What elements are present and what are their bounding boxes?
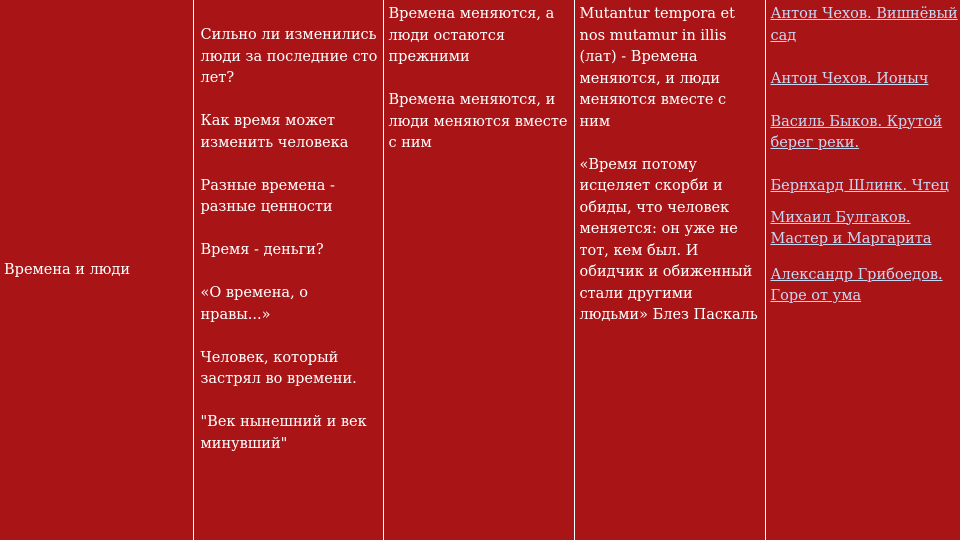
theme-title: Времена и люди <box>4 262 130 279</box>
question-item: Как время может изменить человека <box>200 113 349 151</box>
question-item: "Век нынешний и век минувший" <box>200 414 367 452</box>
question-item: «О времена, о нравы...» <box>200 285 309 323</box>
book-link[interactable]: Антон Чехов. Вишнёвый сад <box>770 6 958 44</box>
question-item: Сильно ли изменились люди за последние сто лет? <box>200 27 378 86</box>
quote-item: Mutantur tempora et nos mutamur in illis (лат) - Времена меняются, и люди меняются вместе с ним <box>579 6 735 130</box>
question-item: Время - деньги? <box>200 242 324 258</box>
quotes-cell <box>574 0 765 540</box>
theme-cell <box>0 0 193 540</box>
book-link[interactable]: Антон Чехов. Ионыч <box>770 70 929 87</box>
thesis-item: Времена меняются, и люди меняются вместе с ним <box>388 92 568 151</box>
book-link[interactable]: Бернхард Шлинк. Чтец <box>770 178 949 194</box>
books-cell <box>765 0 960 540</box>
question-item: Человек, который застрял во времени. <box>200 349 357 387</box>
thesis-item: Времена меняются, а люди остаются прежними <box>388 6 555 65</box>
book-link[interactable]: Василь Быков. Крутой берег реки. <box>770 113 943 151</box>
question-item: Разные времена - разные ценности <box>200 177 335 215</box>
theses-cell <box>383 0 574 540</box>
book-link[interactable]: Михаил Булгаков. Мастер и Маргарита <box>770 209 932 247</box>
questions-cell <box>193 0 383 540</box>
book-link[interactable]: Александр Грибоедов. Горе от ума <box>770 266 943 304</box>
quote-item: «Время потому исцеляет скорби и обиды, что человек меняется: он уже не тот, кем был. И обидчик и обиженный стали другими людьми» Блез Паскаль <box>579 156 758 323</box>
